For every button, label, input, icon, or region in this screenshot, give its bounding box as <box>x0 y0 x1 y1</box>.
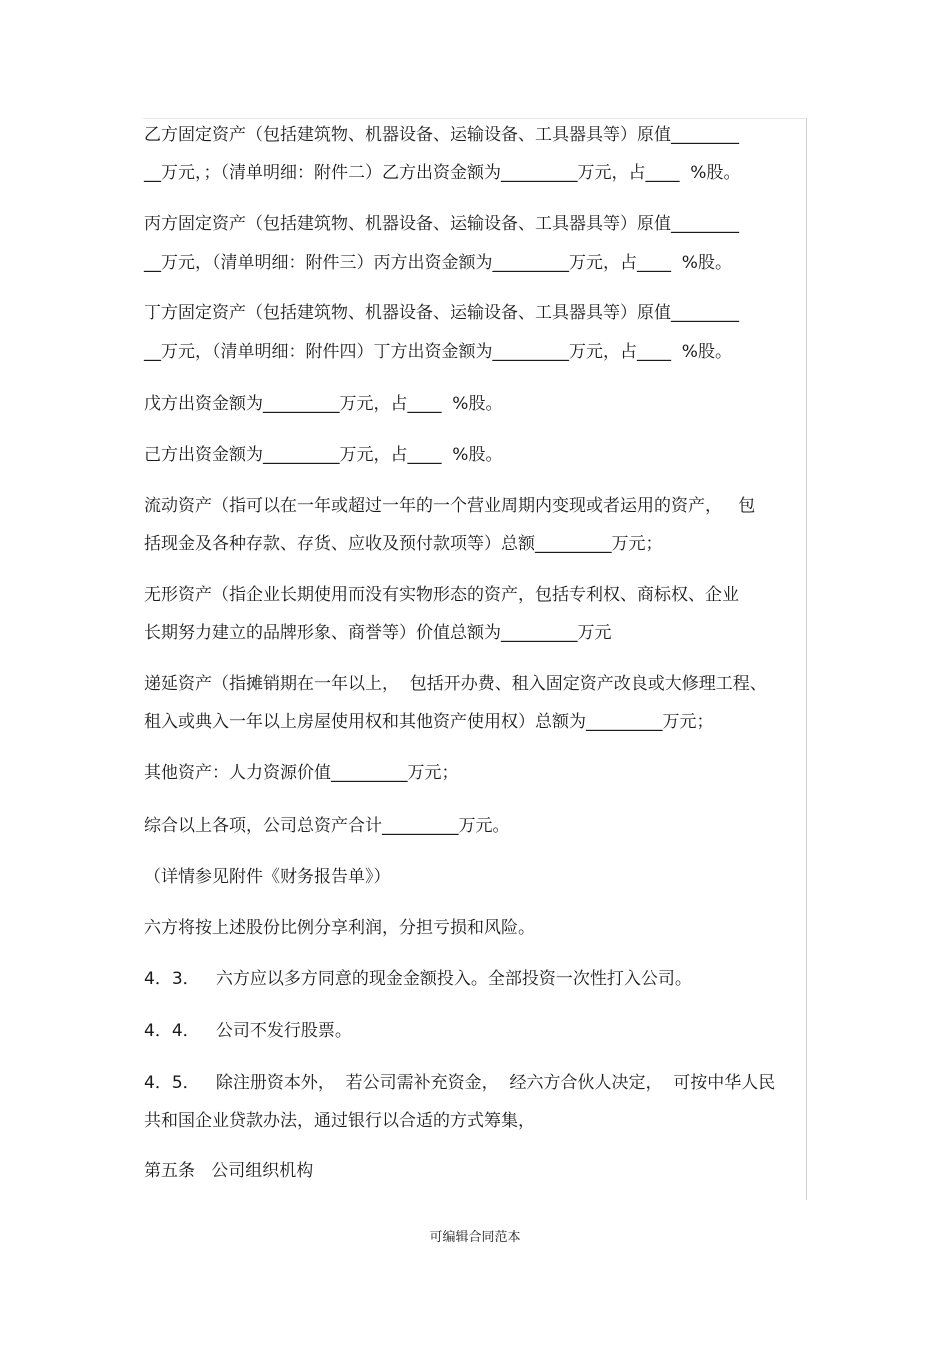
text-line: 乙方固定资产（包括建筑物、机器设备、运输设备、工具器具等）原值________ <box>144 125 739 145</box>
text-line: 无形资产（指企业长期使用而没有实物形态的资产，包括专利权、商标权、企业 <box>144 585 739 605</box>
text-line: （详情参见附件《财务报告单》） <box>144 867 391 887</box>
text-line: __万元，；（清单明细：附件二）乙方出资金额为_________万元，占____ %股。 <box>144 163 741 183</box>
text-line: __万元，（清单明细：附件四）丁方出资金额为_________万元，占____ %股。 <box>144 342 732 362</box>
text-line: 括现金及各种存款、存货、应收及预付款项等）总额_________万元； <box>144 534 663 554</box>
page-footer: 可编辑合同范本 <box>429 1230 521 1245</box>
text-line: 丁方固定资产（包括建筑物、机器设备、运输设备、工具器具等）原值________ <box>144 303 739 323</box>
text-line: 其他资产：人力资源价值_________万元； <box>144 763 459 783</box>
text-line: 综合以上各项，公司总资产合计_________万元。 <box>144 816 510 836</box>
text-line: 六方将按上述股份比例分享利润，分担亏损和风险。 <box>144 918 535 938</box>
text-line: 4．5． 除注册资本外， 若公司需补充资金， 经六方合伙人决定， 可按中华人民 <box>144 1073 776 1093</box>
section-heading: 第五条 公司组织机构 <box>144 1161 314 1181</box>
text-line: 4．3． 六方应以多方同意的现金金额投入。全部投资一次性打入公司。 <box>144 969 692 989</box>
text-line: __万元，（清单明细：附件三）丙方出资金额为_________万元，占____ %股。 <box>144 253 732 273</box>
text-line: 4．4． 公司不发行股票。 <box>144 1021 352 1041</box>
text-line: 流动资产（指可以在一年或超过一年的一个营业周期内变现或者运用的资产， 包 <box>144 496 756 516</box>
text-line: 共和国企业贷款办法，通过银行以合适的方式筹集， <box>144 1111 535 1131</box>
page-right-border <box>806 118 807 1200</box>
text-line: 丙方固定资产（包括建筑物、机器设备、运输设备、工具器具等）原值________ <box>144 214 739 234</box>
text-line: 戊方出资金额为_________万元，占____ %股。 <box>144 394 503 414</box>
page-top-border <box>143 118 807 119</box>
text-line: 租入或典入一年以上房屋使用权和其他资产使用权）总额为_________万元； <box>144 712 714 732</box>
text-line: 递延资产（指摊销期在一年以上， 包括开办费、租入固定资产改良或大修理工程、 <box>144 674 767 694</box>
text-line: 己方出资金额为_________万元，占____ %股。 <box>144 445 503 465</box>
text-line: 长期努力建立的品牌形象、商誉等）价值总额为_________万元 <box>144 623 612 643</box>
